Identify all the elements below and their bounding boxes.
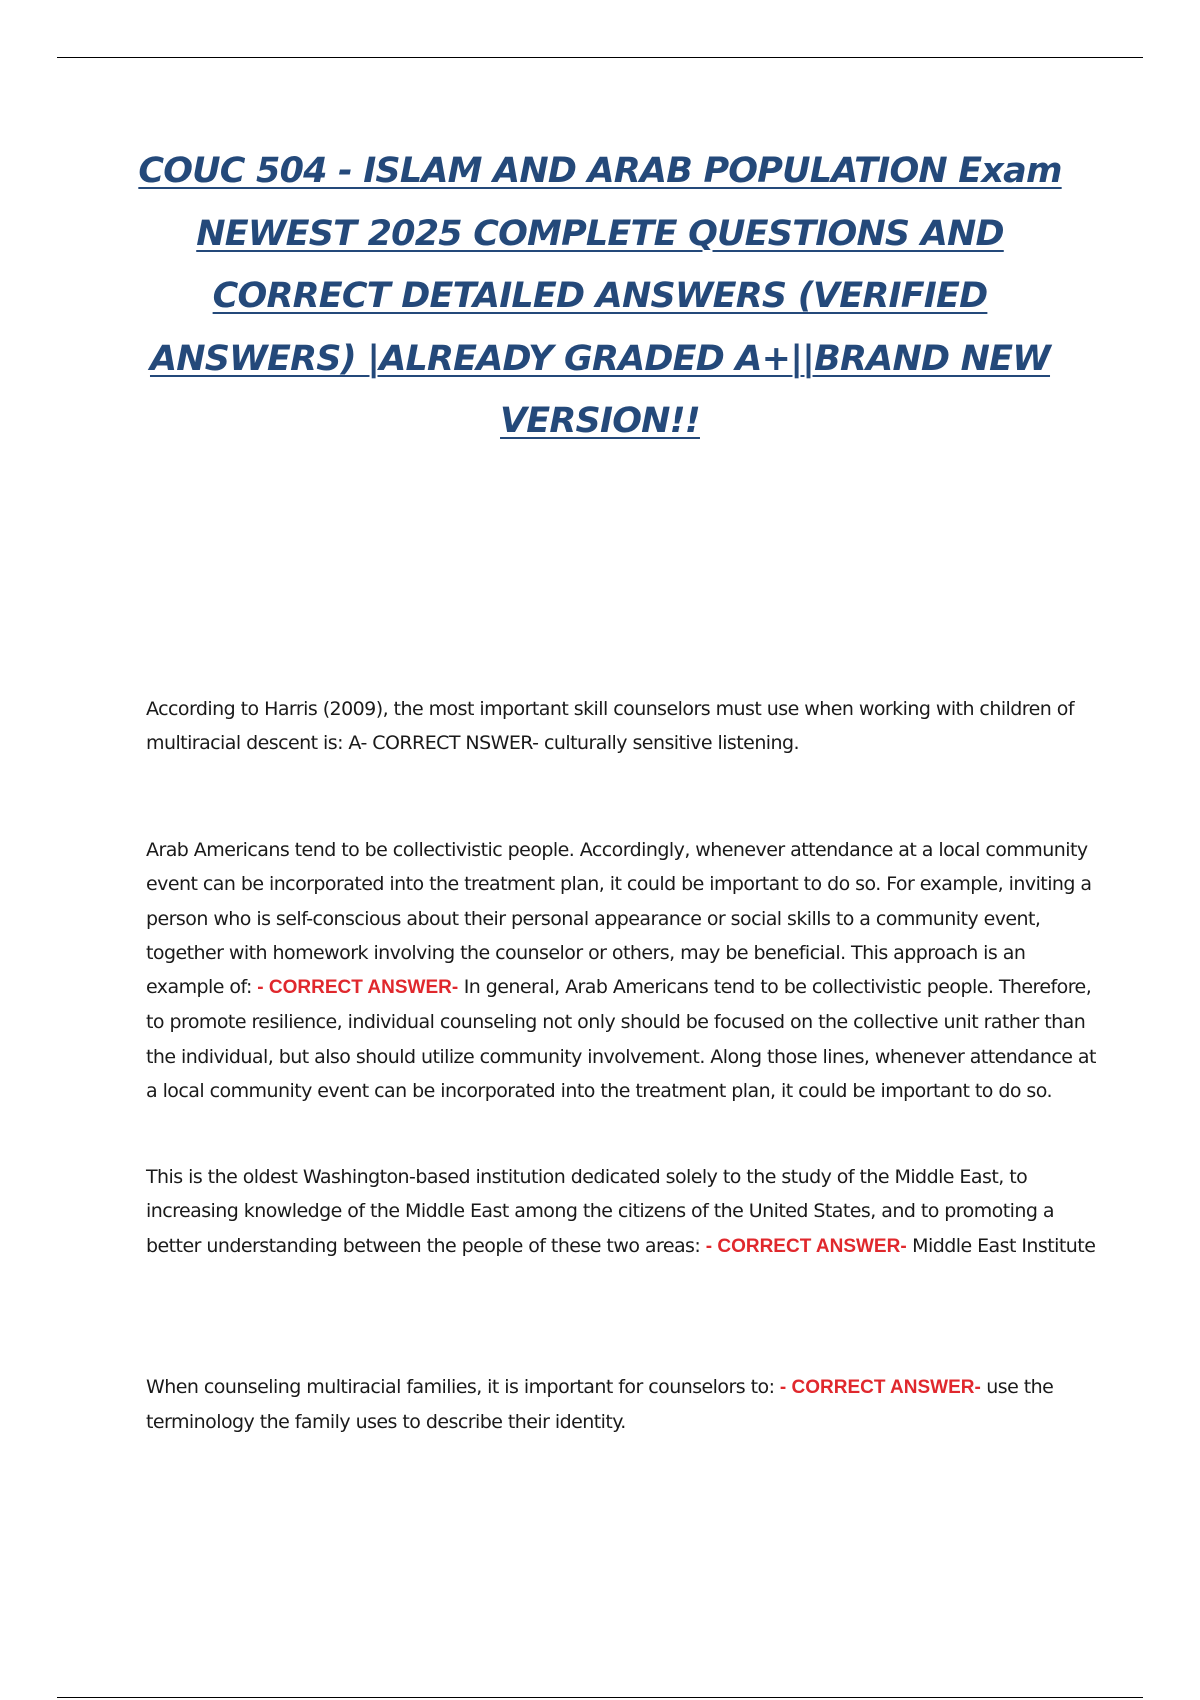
qa-item: [146, 833, 1096, 1108]
qa-item: [146, 1160, 1096, 1264]
answer-text: culturally sensitive listening.: [538, 732, 800, 755]
qa-item: [146, 1370, 1096, 1440]
qa-item: [146, 692, 1096, 761]
answer-text: use the terminology the family uses to describe their identity.: [146, 1376, 1054, 1434]
question-text: When counseling multiracial families, it is important for counselors to:: [146, 1376, 780, 1398]
answer-text: Middle East Institute: [906, 1234, 1096, 1257]
question-text: Arab Americans tend to be collectivistic people. Accordingly, whenever attendance at a local community event can be incorporated into the treatment plan, it could be important to do so. For example, inviting a person who is self-conscious about their personal appearance or social skills to a community event, together with homework involving the counselor or others, may be beneficial. This approach is an example of:: [146, 839, 1092, 999]
document-title: COUC 504 - ISLAM AND ARAB POPULATION Exam NEWEST 2025 COMPLETE QUESTIONS AND CORRECT DETAILED ANSWERS (VERIFIED ANSWERS) |ALREADY GRADED A+||BRAND NEW VERSION!!: [138, 151, 1062, 441]
answer-marker: - CORRECT ANSWER-: [705, 1235, 907, 1257]
answer-text: In general, Arab Americans tend to be collectivistic people. Therefore, to promote resilience, individual counseling not only should be focused on the collective unit rather than the individual, but also should utilize community involvement. Along those lines, whenever attendance at a local community event can be incorporated into the treatment plan, it could be important to do so.: [146, 976, 1096, 1103]
answer-marker: - CORRECT NSWER-: [360, 732, 539, 755]
question-text: According to Harris (2009), the most important skill counselors must use when working with children of multiracial descent is: A: [146, 698, 1074, 755]
bottom-rule: [57, 1697, 1143, 1698]
question-text: This is the oldest Washington-based institution dedicated solely to the study of the Middle East, to increasing knowledge of the Middle East among the citizens of the United States, and to promoting a better understanding between the people of these two areas:: [146, 1166, 1054, 1257]
answer-marker: - CORRECT ANSWER-: [779, 1377, 981, 1398]
answer-marker: - CORRECT ANSWER-: [257, 977, 459, 999]
top-rule: [57, 57, 1143, 58]
